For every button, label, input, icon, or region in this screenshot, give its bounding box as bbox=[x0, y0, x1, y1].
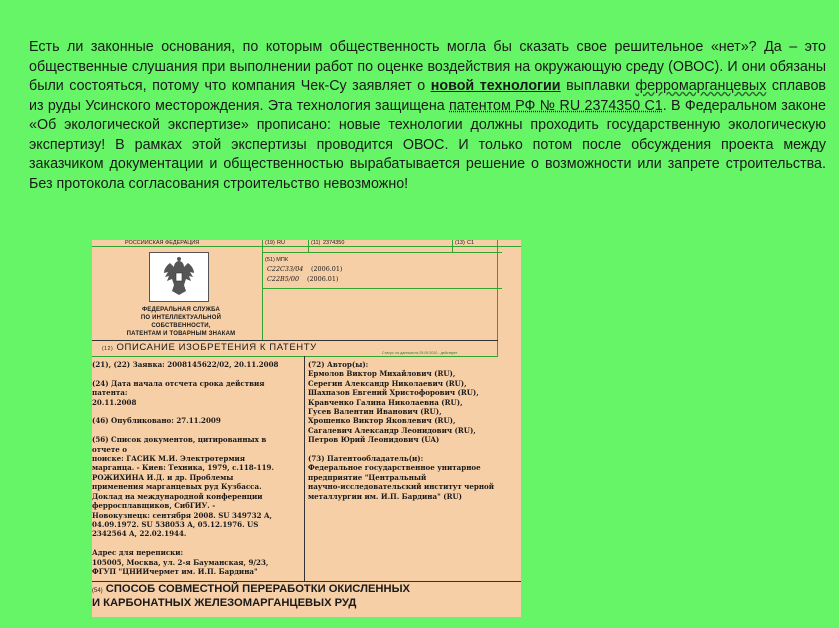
patent-field-line: Сагалевич Александр Леонидович (RU), bbox=[308, 425, 476, 435]
patent-field-line: Серегин Александр Николаевич (RU), bbox=[308, 378, 467, 388]
patent-field-line: научно-исследовательский институт черной bbox=[308, 482, 495, 492]
status-note: Статус: по данным на 29.09.2010 - действует bbox=[382, 351, 458, 355]
patent-field-line bbox=[92, 539, 302, 548]
patent-field-line: Кравченко Галина Николаевна (RU), bbox=[308, 397, 463, 407]
intro-text-3: сплавов из руды Усинского месторождения. Эта технология защищена bbox=[29, 78, 827, 114]
agency-line: ПО ИНТЕЛЛЕКТУАЛЬНОЙ bbox=[140, 315, 222, 321]
coat-of-arms-emblem bbox=[149, 252, 209, 302]
patent-field-line: 105005, Москва, ул. 2-я Бауманская, 9/23, bbox=[92, 557, 269, 567]
patent-field-line: отчете о bbox=[92, 444, 127, 454]
patent-field-line: (56) Список документов, цитированных в bbox=[92, 435, 267, 445]
patent-field-line: предприятие "Центральный bbox=[308, 472, 427, 482]
intro-paragraph bbox=[29, 38, 826, 194]
patent-field-line: (21), (22) Заявка: 2008145622/02, 20.11.2008 bbox=[92, 360, 279, 369]
invention-title-line-1: СПОСОБ СОВМЕСТНОЙ ПЕРЕРАБОТКИ ОКИСЛЕННЫХ bbox=[105, 583, 410, 595]
invention-title bbox=[92, 583, 521, 609]
double-headed-eagle-icon bbox=[150, 253, 208, 301]
agency-line: СОБСТВЕННОСТИ, bbox=[151, 323, 211, 329]
patent-field-line: Гусев Валентин Иванович (RU), bbox=[308, 407, 442, 417]
patent-field-line: 20.11.2008 bbox=[92, 397, 137, 407]
patent-field-line bbox=[308, 445, 518, 454]
patent-field-line: ферросплавщиков, СибГИУ. - bbox=[92, 501, 216, 511]
patent-field-line: 2342564 A, 22.02.1944. bbox=[92, 529, 187, 539]
patent-field-line: РОЖИХИНА И.Д. и др. Проблемы bbox=[92, 472, 234, 482]
kind-code: C1 bbox=[467, 240, 475, 246]
patent-field-line: Хрошенко Виктор Яковлевич (RU), bbox=[308, 416, 456, 426]
federation-label: РОССИЙСКАЯ ФЕДЕРАЦИЯ bbox=[125, 240, 200, 246]
patent-field-line: Федеральное государственное унитарное bbox=[308, 463, 481, 473]
patent-link[interactable]: патентом РФ № RU 2374350 С1 bbox=[449, 97, 663, 114]
ferromanganese-link[interactable]: ферромарганцевых bbox=[635, 78, 767, 94]
agency-name bbox=[116, 306, 246, 338]
intro-text-4: . В Федеральном законе «Об экологической экспертизе» прописано: новые технологии должны проходить государственную экологическую экспертизу! В рамках этой экспертизы проводится ОВОС. И только потом после обсуждения проекта между заказчиком документации и общественностью вырабатывается решение о возможности или запрете строительства. Без протокола согласования строительство невозможно! bbox=[29, 97, 826, 192]
intro-text-2: выплавки bbox=[560, 78, 636, 94]
patent-number: 2374350 bbox=[323, 240, 345, 246]
patent-field-line: 04.09.1972. SU 538053 A, 05.12.1976. US bbox=[92, 519, 259, 529]
patent-field-line: Ермолов Виктор Михайлович (RU), bbox=[308, 369, 456, 379]
description-title bbox=[102, 342, 317, 353]
ipc-code-1: C22C33/04 bbox=[267, 265, 304, 273]
patent-field-line: (72) Автор(ы): bbox=[308, 360, 369, 369]
agency-line: ПАТЕНТАМ И ТОВАРНЫМ ЗНАКАМ bbox=[126, 331, 236, 337]
patent-field-line: (73) Патентообладатель(и): bbox=[308, 454, 424, 464]
patent-number-label: (11) bbox=[311, 240, 321, 246]
ipc-year-1: (2006.01) bbox=[311, 265, 343, 273]
country-code: RU bbox=[277, 240, 285, 246]
patent-document-image bbox=[92, 240, 521, 617]
invention-title-line-2: И КАРБОНАТНЫХ ЖЕЛЕЗОМАРГАНЦЕВЫХ РУД bbox=[92, 597, 357, 609]
ipc-year-2: (2006.01) bbox=[307, 275, 339, 283]
patent-field-line: патента: bbox=[92, 388, 128, 398]
bibliographic-data-right bbox=[308, 360, 518, 501]
patent-field-line: марганца. - Киев: Техника, 1979, с.118-119. bbox=[92, 463, 274, 473]
ipc-code-2: C22B5/00 bbox=[267, 275, 300, 283]
country-code-label: (19) bbox=[265, 240, 275, 246]
patent-field-line: (24) Дата начала отсчета срока действия bbox=[92, 378, 265, 388]
patent-field-line bbox=[92, 369, 302, 378]
patent-field-line: Петров Юрий Леонидович (UA) bbox=[308, 435, 440, 445]
patent-field-line: Доклад на международной конференции bbox=[92, 491, 263, 501]
bibliographic-data-left bbox=[92, 360, 302, 576]
ipc-label: (51) МПК bbox=[265, 257, 289, 263]
description-title-text: ОПИСАНИЕ ИЗОБРЕТЕНИЯ К ПАТЕНТУ bbox=[116, 342, 317, 353]
invention-title-label: (54) bbox=[92, 588, 103, 594]
patent-field-line: Новокузнецк: сентября 2008. SU 349732 A, bbox=[92, 510, 273, 520]
patent-field-line: поиске: ГАСИК М.И. Электротермия bbox=[92, 454, 246, 464]
kind-code-label: (13) bbox=[455, 240, 465, 246]
intro-text-1: Есть ли законные основания, по которым общественность могла бы сказать свое решительное «нет»? Да – это общественные слушания при выполнении работ по оценке воздействия на окружающую среду (ОВОС). И они обязаны были состояться, потому что компания Чек-Су заявляет о bbox=[29, 39, 826, 94]
new-technology-link[interactable]: новой технологии bbox=[430, 78, 561, 94]
patent-field-line: Шахпазов Евгений Христофорович (RU), bbox=[308, 388, 479, 398]
patent-field-line bbox=[92, 407, 302, 416]
patent-field-line: металлургии им. И.П. Бардина" (RU) bbox=[308, 491, 463, 501]
patent-field-line: (46) Опубликовано: 27.11.2009 bbox=[92, 416, 221, 426]
patent-field-line: применения марганцевых руд Кузбасса. bbox=[92, 482, 262, 492]
agency-line: ФЕДЕРАЛЬНАЯ СЛУЖБА bbox=[141, 307, 220, 313]
patent-field-line: ФГУП "ЦНИИчермет им. И.П. Бардина" bbox=[92, 566, 258, 576]
patent-field-line: Адрес для переписки: bbox=[92, 548, 184, 558]
description-label: (12) bbox=[102, 346, 114, 352]
patent-field-line bbox=[92, 426, 302, 435]
